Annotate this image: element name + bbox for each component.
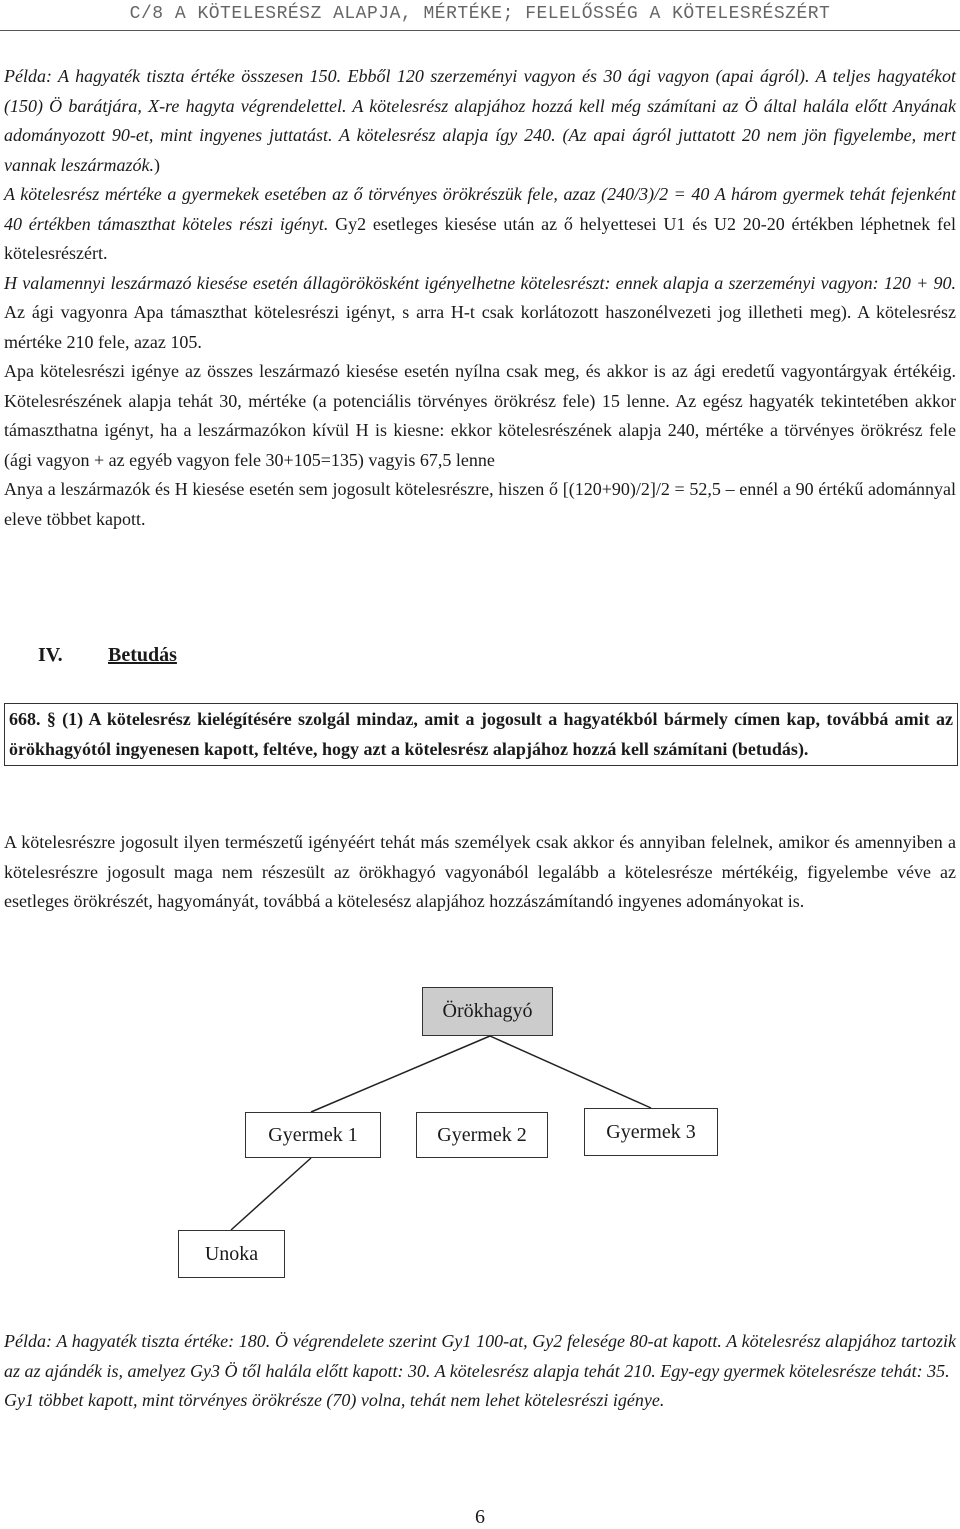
example-block-2 (4, 1327, 956, 1416)
example-1-p2-regular: Az ági vagyonra Apa támaszthat kötelesrészi igényt, s arra H-t csak korlátozott haszonélvezeti jog illetheti meg). A kötelesrész mértéke 210 fele, azaz 105. (4, 302, 956, 352)
connector-root-gyermek-1 (311, 1036, 490, 1112)
tree-node-gyermek-3: Gyermek 3 (584, 1108, 718, 1156)
connector-root-gyermek-3 (490, 1036, 651, 1108)
page-number: 6 (475, 1506, 485, 1528)
example-1-p1-regular: Gy2 esetleges kiesése után az ő helyettesei U1 és U2 20-20 értékben léphetnek fel kötelesrészért. (4, 213, 956, 263)
example-1-intro-text: Példa: A hagyaték tiszta értéke összesen 150. Ebből 120 szerzeményi vagyon és 30 ági vagyon (apai ágról). A teljes hagyatékot (150) Ö barátjára, X-re hagyta végrendelettel. A kötelesrész alapjához hozzá kell még számítani az Ö által halála előtt Anyának adományozott 90-et, mint ingyenes juttatást. A kötelesrész alapja így 240. (Az apai ágról juttatott 20 nem jön figyelembe, mert vannak leszármazók. (4, 66, 956, 175)
example-1-p2-italic: H valamennyi leszármazó kiesése esetén állagörökösként igényelhetne kötelesrészt: ennek alapja a szerzeményi vagyon: 120 + 90. (4, 272, 956, 293)
section-number: IV. (38, 644, 63, 666)
example-1-intro-paren: ) (153, 154, 160, 175)
statute-box: 668. § (1) A kötelesrész kielégítésére szolgál mindaz, amit a jogosult a hagyatékból bármely címen kap, továbbá amit az örökhagyótól ingyenesen kapott, feltéve, hogy azt a kötelesrész alapjához hozzá kell számítani (betudás). (4, 703, 958, 766)
tree-node-orokhagyo: Örökhagyó (422, 987, 553, 1036)
tree-node-gyermek-1: Gyermek 1 (245, 1112, 381, 1158)
section-title: Betudás (108, 644, 177, 666)
tree-node-unoka: Unoka (178, 1230, 285, 1278)
example-1-paragraph-3: Apa kötelesrészi igénye az összes leszármazó kiesése esetén nyílna csak meg, és akkor is az ági eredetű vagyontárgyak értékéig. Kötelesrészének alapja tehát 30, mértéke (a potenciális törvényes örökrész fele) 15 lenne. Az egész hagyaték tekintetében akkor támaszthatna igényt, ha a leszármazókon kívül H is kiesne: ekkor kötelesrészének alapja 240, mértéke a törvényes örökrész fele (ági vagyon + az egyéb vagyon fele 30+105=135) vagyis 67,5 lenne (4, 361, 956, 470)
connector-gyermek-1-unoka (231, 1158, 311, 1230)
example-1-paragraph-4: Anya a leszármazók és H kiesése esetén sem jogosult kötelesrészre, hiszen ő [(120+90)/2]/2 = 52,5 – ennél a 90 értékű adománnyal eleve többet kapott. (4, 479, 956, 529)
running-head: C/8 A KÖTELESRÉSZ ALAPJA, MÉRTÉKE; FELELŐSSÉG A KÖTELESRÉSZÉRT (129, 4, 831, 24)
example-1-p1-italic: A kötelesrész mértéke a gyermekek esetében az ő törvényes örökrészük fele, azaz (240/3)/2 = 40 A három gyermek tehát fejenként 40 értékben támaszthat köteles részi igényt. (4, 184, 956, 234)
example-2-paragraph-1: Példa: A hagyaték tiszta értéke: 180. Ö végrendelete szerint Gy1 100-at, Gy2 felesége 80-at kapott. A kötelesrész alapjához tartozik az az ajándék is, amelyez Gy3 Ö től halála előtt kapott: 30. A kötelesrész alapja tehát 210. Egy-egy gyermek kötelesrésze tehát: 35. (4, 1331, 956, 1381)
tree-node-gyermek-2: Gyermek 2 (416, 1112, 548, 1158)
explanation-paragraph: A kötelesrészre jogosult ilyen természetű igényéért tehát más személyek csak akkor és annyiban felelnek, amikor és amennyiben a kötelesrészre jogosult maga nem részesült az örökhagyó vagyonából legalább a kötelesrésze mértékéig, figyelembe véve az esetleges örökrészét, hagyományát, továbbá a kötelesész alapjához hozzászámítandó ingyenes adományokat is. (4, 832, 956, 911)
example-2-paragraph-2: Gy1 többet kapott, mint törvényes örökrésze (70) volna, tehát nem lehet kötelesrészi igénye. (4, 1390, 665, 1410)
